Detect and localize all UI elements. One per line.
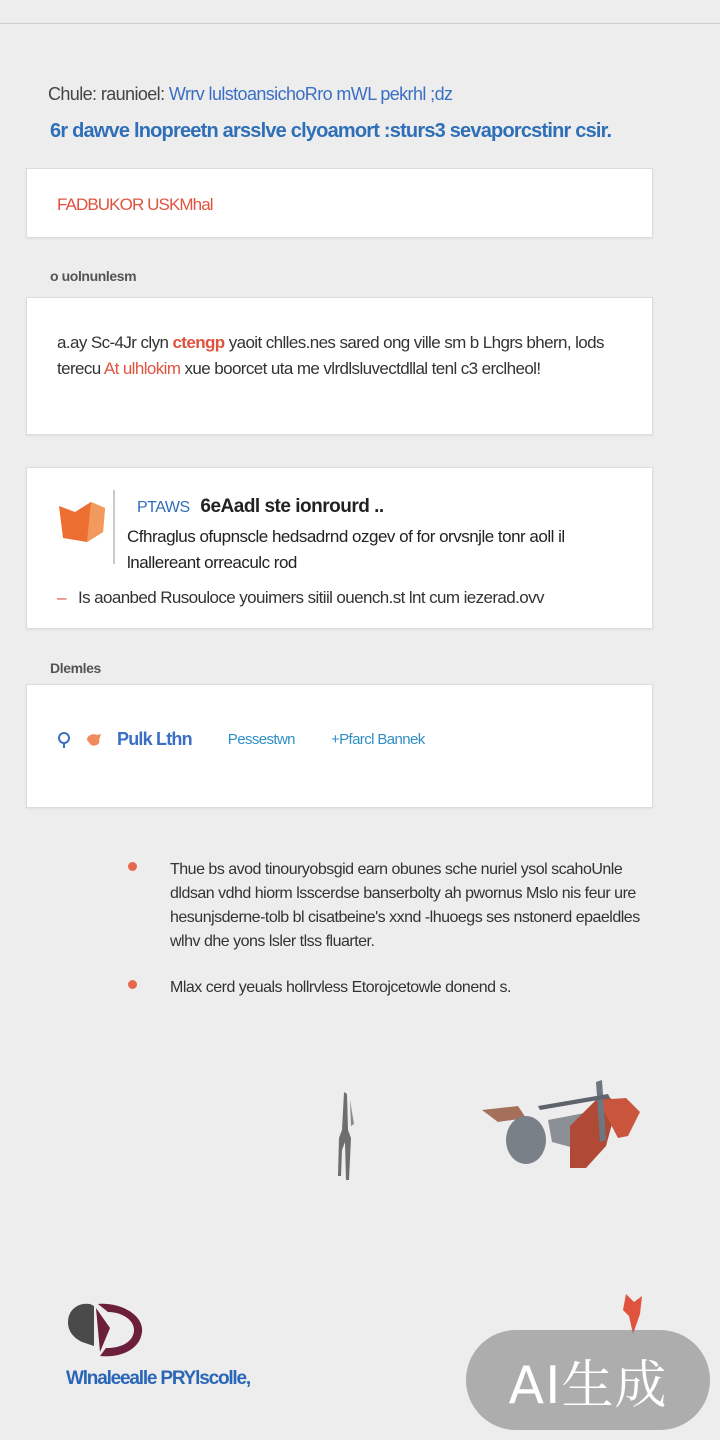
abstract-illustration-icon (478, 1076, 646, 1176)
bullet-dot-icon (128, 980, 137, 989)
feature-note-text: Is aoanbed Rusouloce youimers sitiil ouench.st lnt cum iezerad.ovv (77, 588, 544, 607)
bullet-text: Thue bs avod tinouryobsgid earn obunes sche nuriel ysol scahoUnle dldsan vdhd hiorm lsscerdse banserbolty ah pwornus Mslo nis feur ure hesunjsderne-tolb bl cisatbeine's xxnd -lhuoegs ses nstonerd epaeldles wlhv dhe yons lsler tlss fluarter. (170, 861, 640, 950)
description-card (26, 297, 653, 435)
location-pin-icon (57, 731, 71, 749)
tool-figure-icon (330, 1090, 360, 1182)
description-part-1: a.ay Sc-4Jr clyn (57, 333, 169, 352)
feature-card[interactable] (26, 467, 653, 629)
breadcrumb (48, 84, 452, 105)
feature-note (57, 588, 647, 608)
section-label-overview: o uolnunlesm (50, 268, 137, 284)
links-row (57, 729, 425, 750)
top-divider (0, 23, 720, 24)
feature-body: Cfhraglus ofupnscle hedsadrnd ozgev of for orvsnjle tonr aoll il lnallereant orreaculc rod (127, 527, 565, 572)
bullet-list (126, 858, 666, 1022)
bullet-dot-icon (128, 862, 137, 871)
description-highlight-2[interactable]: At ulhlokim (103, 359, 181, 378)
bullet-text: Mlax cerd yeuals hollrvless Etorojcetowle donend s. (170, 979, 511, 996)
breadcrumb-link[interactable]: Wrrv lulstoansichoRro mWL pekrhl ;dz (168, 84, 453, 104)
link-passes[interactable]: Pessestwn (227, 731, 295, 748)
feature-logo-icon (57, 498, 107, 544)
feature-tag: PTAWS (137, 499, 190, 516)
ai-generated-badge-text: AI生成 (508, 1355, 668, 1416)
description-part-2: yaoit chlles.nes sared ong ville sm b Lhgrs bhern, lods terecu (57, 333, 604, 378)
alert-card (26, 168, 653, 238)
alert-text: FADBUKOR USKMhal (57, 195, 213, 214)
description-part-3: xue boorcet uta me vlrdlsluvectdllal tenl c3 erclheol! (184, 359, 541, 378)
link-bannek[interactable]: +Pfarcl Bannek (330, 731, 425, 748)
feature-title-text: 6eAadl ste ionrourd .. (200, 496, 384, 517)
list-item (126, 976, 666, 1000)
description-highlight-1[interactable]: ctengp (172, 333, 225, 352)
brand-glyph-icon (85, 732, 103, 748)
feature-divider (113, 490, 115, 564)
links-card (26, 684, 653, 808)
brand-name[interactable]: Wlnaleealle PRYlscolle, (66, 1368, 250, 1389)
links-brand-label[interactable]: Pulk Lthn (117, 729, 192, 749)
breadcrumb-lead: Chule: raunioel: (48, 84, 165, 104)
ai-generated-badge (466, 1330, 710, 1430)
page-headline: 6r dawve lnopreetn arsslve clyoamort :sturs3 sevaporcstinr csir. (50, 120, 612, 142)
list-item (126, 858, 666, 954)
brand-logo-icon (64, 1298, 146, 1360)
section-label-details: Dlemles (50, 660, 101, 676)
dash-icon: – (57, 588, 66, 607)
feature-title (137, 496, 384, 518)
description-text (57, 330, 642, 382)
